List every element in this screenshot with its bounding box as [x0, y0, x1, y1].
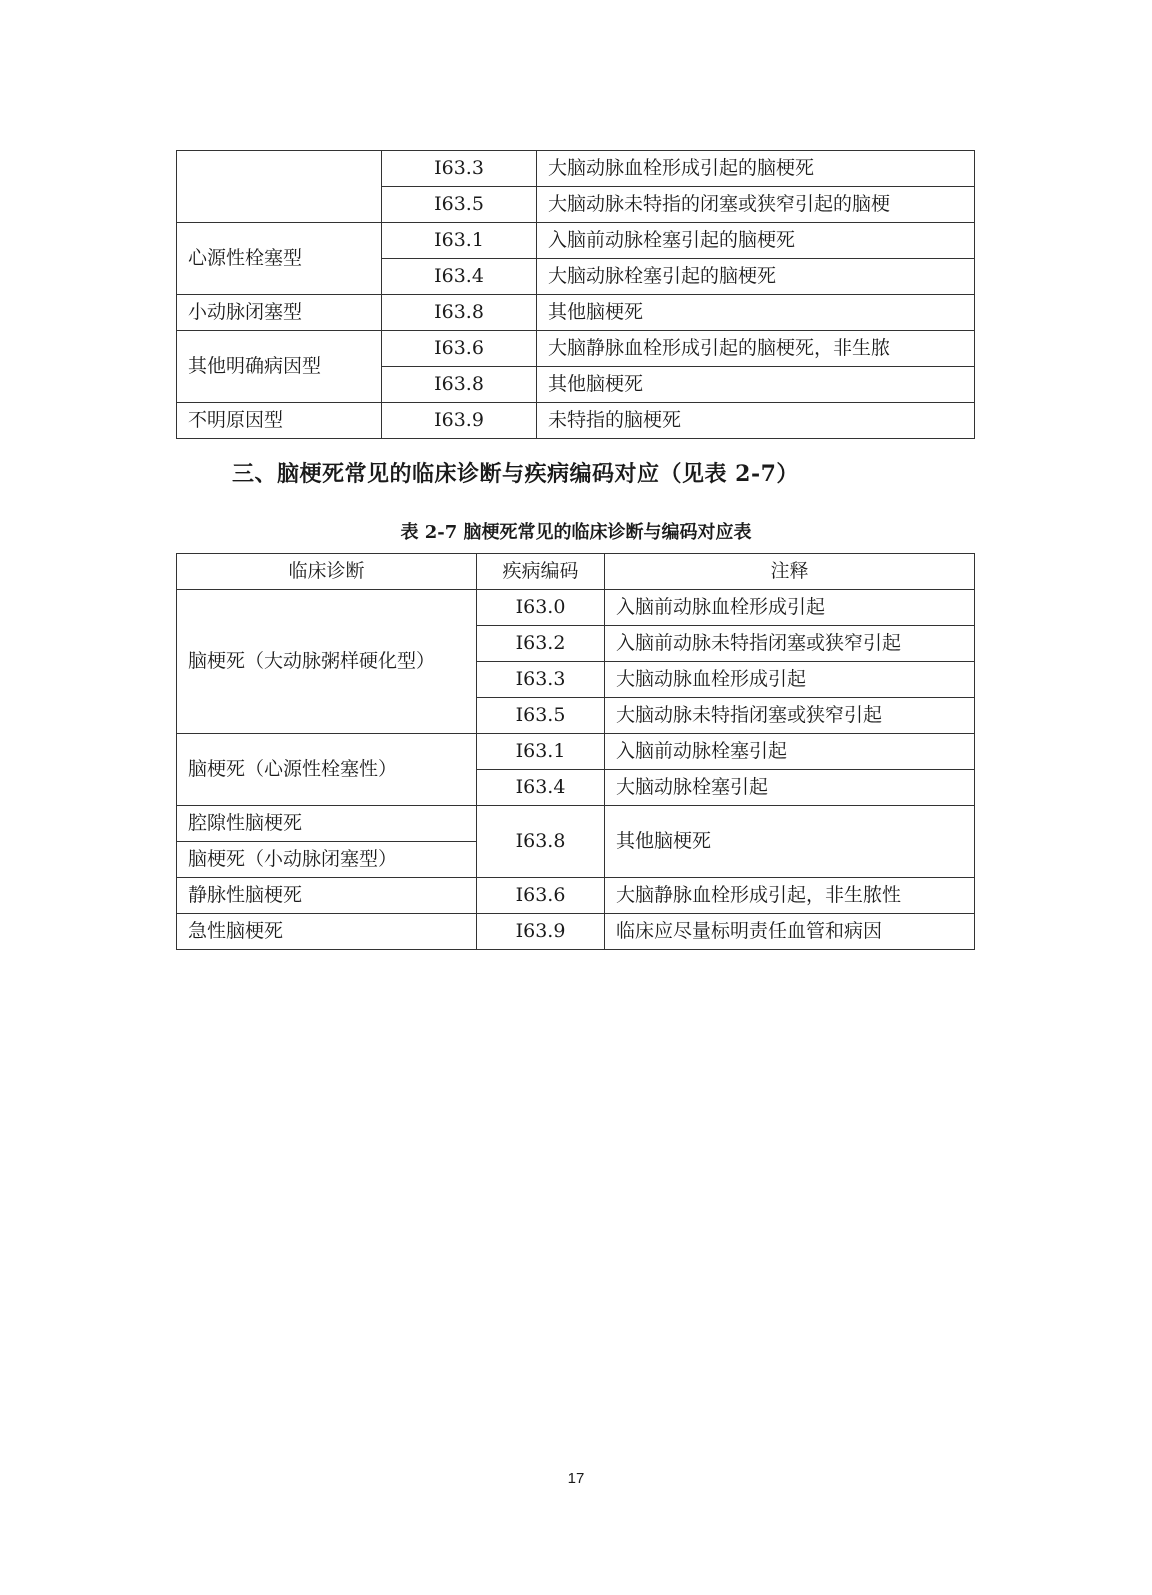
- code-cell: I63.6: [477, 878, 605, 914]
- table-row: [177, 151, 975, 187]
- note-cell: 大脑静脉血栓形成引起，非生脓性: [605, 878, 975, 914]
- column-header: 注释: [605, 554, 975, 590]
- type-cell: 不明原因型: [177, 403, 382, 439]
- diagnosis-cell: 脑梗死（大动脉粥样硬化型）: [177, 590, 477, 734]
- table-row: [177, 914, 975, 950]
- code-cell: I63.5: [477, 698, 605, 734]
- code-cell: I63.4: [477, 770, 605, 806]
- table-row: [177, 403, 975, 439]
- table-row: [177, 878, 975, 914]
- note-cell: 大脑动脉未特指闭塞或狭窄引起: [605, 698, 975, 734]
- diagnosis-cell: 脑梗死（心源性栓塞性）: [177, 734, 477, 806]
- code-cell: I63.5: [382, 187, 537, 223]
- code-cell: I63.3: [477, 662, 605, 698]
- type-cell: [177, 151, 382, 223]
- diagnosis-cell: 腔隙性脑梗死: [177, 806, 477, 842]
- diagnosis-cell: 急性脑梗死: [177, 914, 477, 950]
- table-row: [177, 734, 975, 770]
- column-header: 临床诊断: [177, 554, 477, 590]
- note-cell: 入脑前动脉栓塞引起的脑梗死: [537, 223, 975, 259]
- note-cell: 入脑前动脉未特指闭塞或狭窄引起: [605, 626, 975, 662]
- code-cell: I63.4: [382, 259, 537, 295]
- note-cell: 大脑动脉栓塞引起的脑梗死: [537, 259, 975, 295]
- code-cell: I63.6: [382, 331, 537, 367]
- section-heading: 三、脑梗死常见的临床诊断与疾病编码对应（见表 2-7）: [232, 461, 799, 487]
- type-cell: 心源性栓塞型: [177, 223, 382, 295]
- type-cell: 其他明确病因型: [177, 331, 382, 403]
- note-cell: 大脑动脉栓塞引起: [605, 770, 975, 806]
- table-caption: 表 2-7 脑梗死常见的临床诊断与编码对应表: [400, 522, 752, 543]
- table-row: [177, 331, 975, 367]
- table-row: [177, 295, 975, 331]
- column-header: 疾病编码: [477, 554, 605, 590]
- note-cell: 其他脑梗死: [537, 295, 975, 331]
- code-cell: I63.8: [477, 806, 605, 878]
- table-row: [177, 590, 975, 626]
- diagnosis-code-table: [176, 553, 975, 950]
- diagnosis-cell: 静脉性脑梗死: [177, 878, 477, 914]
- code-cell: I63.2: [477, 626, 605, 662]
- note-cell: 入脑前动脉栓塞引起: [605, 734, 975, 770]
- code-cell: I63.8: [382, 295, 537, 331]
- table-header-row: [177, 554, 975, 590]
- table-row: [177, 806, 975, 842]
- code-cell: I63.8: [382, 367, 537, 403]
- note-cell: 未特指的脑梗死: [537, 403, 975, 439]
- note-cell: 大脑动脉血栓形成引起的脑梗死: [537, 151, 975, 187]
- note-cell: 大脑动脉血栓形成引起: [605, 662, 975, 698]
- code-cell: I63.3: [382, 151, 537, 187]
- page-number: 17: [567, 1470, 585, 1487]
- note-cell: 其他脑梗死: [537, 367, 975, 403]
- code-cell: I63.9: [382, 403, 537, 439]
- table-row: [177, 223, 975, 259]
- code-cell: I63.1: [477, 734, 605, 770]
- code-cell: I63.0: [477, 590, 605, 626]
- note-cell: 大脑动脉未特指的闭塞或狭窄引起的脑梗: [537, 187, 975, 223]
- type-cell: 小动脉闭塞型: [177, 295, 382, 331]
- note-cell: 大脑静脉血栓形成引起的脑梗死，非生脓: [537, 331, 975, 367]
- note-cell: 临床应尽量标明责任血管和病因: [605, 914, 975, 950]
- note-cell: 其他脑梗死: [605, 806, 975, 878]
- code-cell: I63.9: [477, 914, 605, 950]
- continued-classification-table: [176, 150, 975, 439]
- diagnosis-cell: 脑梗死（小动脉闭塞型）: [177, 842, 477, 878]
- code-cell: I63.1: [382, 223, 537, 259]
- note-cell: 入脑前动脉血栓形成引起: [605, 590, 975, 626]
